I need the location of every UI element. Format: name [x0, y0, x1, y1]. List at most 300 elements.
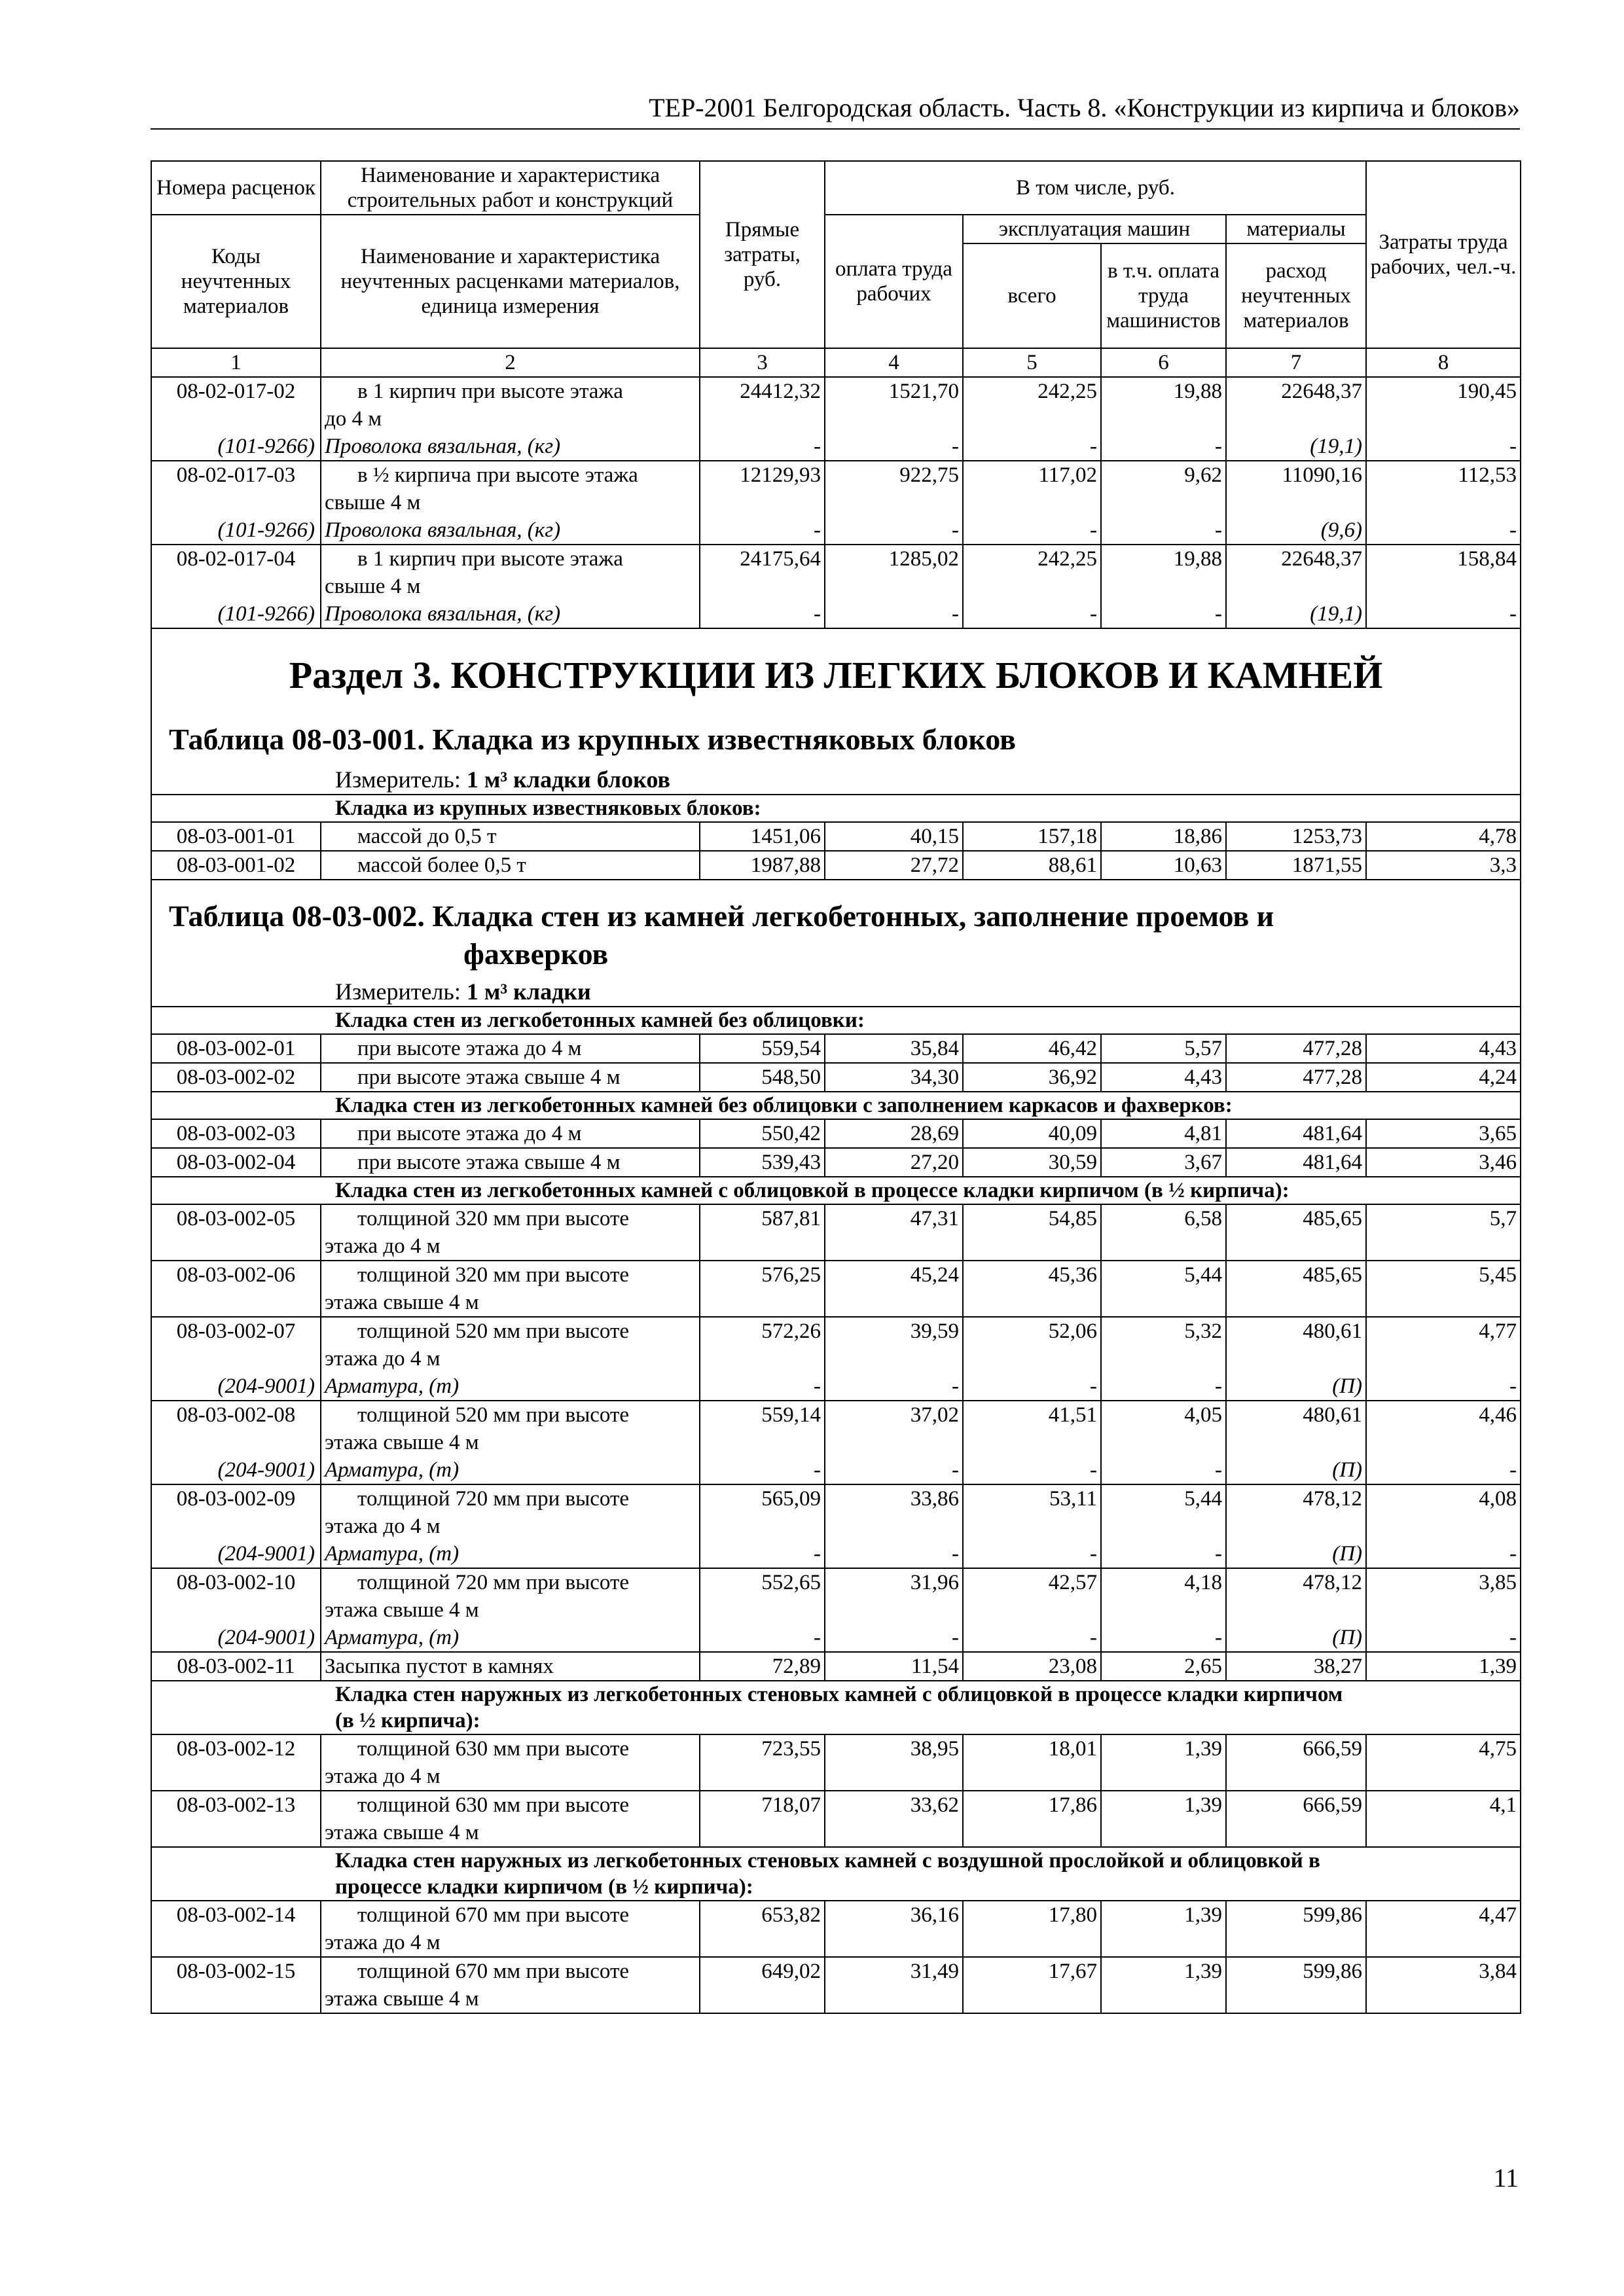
material-value: -	[1366, 1456, 1521, 1484]
work-name-line1: толщиной 720 мм при высоте	[357, 1571, 630, 1594]
machines-total: 54,85	[963, 1204, 1101, 1261]
materials: 481,64	[1226, 1119, 1366, 1148]
material-row	[151, 600, 1521, 628]
machines-operators: 3,67	[1101, 1148, 1226, 1177]
group-title-row	[151, 795, 1521, 822]
materials: 666,59	[1226, 1734, 1366, 1791]
work-name-line1: толщиной 630 мм при высоте	[357, 1737, 630, 1761]
material-value: -	[1366, 600, 1521, 628]
machines-total: 30,59	[963, 1148, 1101, 1177]
rate-code: 08-03-002-08	[151, 1401, 321, 1456]
work-name-line2: этажа свыше 4 м	[325, 1987, 479, 2011]
group-title-row	[151, 1007, 1521, 1034]
material-value: -	[700, 433, 825, 461]
rate-code: 08-03-002-14	[151, 1901, 321, 1957]
rate-code: 08-02-017-04	[151, 545, 321, 600]
materials: 666,59	[1226, 1791, 1366, 1847]
col-material-names: Наименование и характеристика неучтенных расценками материалов, единица измерения	[321, 215, 700, 348]
rate-code: 08-03-002-05	[151, 1204, 321, 1261]
material-value: -	[700, 1372, 825, 1401]
table-row	[151, 1317, 1521, 1372]
material-code: (101-9266)	[151, 433, 321, 461]
group-title-line2: (в ½ кирпича):	[335, 1709, 480, 1732]
section-banner-row	[151, 628, 1521, 795]
labor-pay: 31,96	[825, 1568, 963, 1624]
material-name: Арматура, (т)	[321, 1540, 700, 1568]
labor-cost: 4,08	[1366, 1484, 1521, 1540]
work-name-line2: этажа свыше 4 м	[325, 1598, 479, 1622]
rate-code: 08-03-002-15	[151, 1957, 321, 2013]
labor-cost: 4,77	[1366, 1317, 1521, 1372]
col-material-codes: Коды неучтенных материалов	[151, 215, 321, 348]
group-title-row	[151, 1177, 1521, 1204]
material-consumption: (П)	[1226, 1624, 1366, 1652]
material-value: -	[825, 433, 963, 461]
col-labor-pay: оплата труда рабочих	[825, 215, 963, 348]
work-name	[321, 545, 700, 600]
direct-costs: 653,82	[700, 1901, 825, 1957]
table-header	[151, 161, 1521, 377]
meter-value: 1 м³ кладки блоков	[466, 766, 670, 793]
material-value: -	[700, 1540, 825, 1568]
material-value: -	[825, 1540, 963, 1568]
group-title-line1: Кладка стен наружных из легкобетонных стеновых камней с воздушной прослойкой и облицовкой в	[335, 1849, 1320, 1873]
table-row	[151, 851, 1521, 880]
work-name-line2: свыше 4 м	[325, 575, 421, 598]
table-row	[151, 1148, 1521, 1177]
work-name-line1: массой до 0,5 т	[357, 825, 497, 848]
table-row	[151, 822, 1521, 851]
table-row	[151, 1204, 1521, 1261]
machines-total: 42,57	[963, 1568, 1101, 1624]
labor-cost: 4,24	[1366, 1063, 1521, 1092]
rate-code: 08-03-002-03	[151, 1119, 321, 1148]
materials: 38,27	[1226, 1652, 1366, 1681]
labor-pay: 1285,02	[825, 545, 963, 600]
work-name-line1: толщиной 320 мм при высоте	[357, 1263, 630, 1287]
table-row	[151, 1261, 1521, 1317]
material-row	[151, 1540, 1521, 1568]
labor-pay: 1521,70	[825, 377, 963, 433]
work-name-line1: при высоте этажа свыше 4 м	[357, 1151, 621, 1174]
machines-total: 17,80	[963, 1901, 1101, 1957]
rate-code: 08-03-002-12	[151, 1734, 321, 1791]
work-name	[321, 1791, 700, 1847]
rate-code: 08-03-002-02	[151, 1063, 321, 1092]
material-consumption: (9,6)	[1226, 516, 1366, 545]
machines-total: 40,09	[963, 1119, 1101, 1148]
machines-operators: 5,44	[1101, 1261, 1226, 1317]
col-work-name: Наименование и характеристика строительных работ и конструкций	[321, 161, 700, 215]
rate-code: 08-03-002-01	[151, 1034, 321, 1063]
labor-cost: 4,75	[1366, 1734, 1521, 1791]
work-name	[321, 1063, 700, 1092]
labor-cost: 112,53	[1366, 461, 1521, 516]
work-name-line2: этажа свыше 4 м	[325, 1291, 479, 1314]
material-value: -	[825, 1372, 963, 1401]
column-numbers-row	[151, 348, 1521, 377]
group-title	[151, 1681, 1521, 1734]
table-title-line2: фахверков	[463, 937, 609, 971]
rate-code: 08-03-001-02	[151, 851, 321, 880]
labor-pay: 38,95	[825, 1734, 963, 1791]
table-row	[151, 545, 1521, 600]
rate-code: 08-03-002-09	[151, 1484, 321, 1540]
material-value: -	[963, 1372, 1101, 1401]
machines-operators: 1,39	[1101, 1791, 1226, 1847]
materials: 1253,73	[1226, 822, 1366, 851]
material-row	[151, 433, 1521, 461]
labor-pay: 27,72	[825, 851, 963, 880]
labor-pay: 34,30	[825, 1063, 963, 1092]
group-title: Кладка стен из легкобетонных камней без облицовки с заполнением каркасов и фахверков:	[151, 1092, 1521, 1119]
work-name-line1: толщиной 320 мм при высоте	[357, 1207, 630, 1230]
work-name	[321, 1034, 700, 1063]
material-consumption: (П)	[1226, 1372, 1366, 1401]
material-code: (204-9001)	[151, 1456, 321, 1484]
machines-total: 41,51	[963, 1401, 1101, 1456]
material-code: (101-9266)	[151, 516, 321, 545]
direct-costs: 587,81	[700, 1204, 825, 1261]
labor-cost: 4,1	[1366, 1791, 1521, 1847]
machines-operators: 10,63	[1101, 851, 1226, 880]
table-row	[151, 1063, 1521, 1092]
work-name-line2: этажа свыше 4 м	[325, 1821, 479, 1844]
material-name: Арматура, (т)	[321, 1372, 700, 1401]
material-value: -	[1366, 1624, 1521, 1652]
material-value: -	[700, 1456, 825, 1484]
machines-total: 17,67	[963, 1957, 1101, 2013]
direct-costs: 572,26	[700, 1317, 825, 1372]
section-title: Раздел 3. КОНСТРУКЦИИ ИЗ ЛЕГКИХ БЛОКОВ И КАМНЕЙ	[289, 654, 1383, 696]
materials: 485,65	[1226, 1261, 1366, 1317]
work-name	[321, 1734, 700, 1791]
material-name: Проволока вязальная, (кг)	[321, 433, 700, 461]
labor-cost: 3,84	[1366, 1957, 1521, 2013]
table-row	[151, 1034, 1521, 1063]
material-name: Проволока вязальная, (кг)	[321, 516, 700, 545]
machines-total: 157,18	[963, 822, 1101, 851]
rate-code: 08-03-002-07	[151, 1317, 321, 1372]
table-row	[151, 1957, 1521, 2013]
material-value: -	[1366, 433, 1521, 461]
labor-cost: 158,84	[1366, 545, 1521, 600]
table-row	[151, 1652, 1521, 1681]
work-name	[321, 1957, 700, 2013]
work-name-line2: этажа до 4 м	[325, 1347, 441, 1371]
labor-cost: 4,78	[1366, 822, 1521, 851]
work-name-line1: толщиной 670 мм при высоте	[357, 1903, 630, 1927]
material-code: (204-9001)	[151, 1540, 321, 1568]
material-value: -	[1101, 1624, 1226, 1652]
machines-total: 17,86	[963, 1791, 1101, 1847]
work-name-line1: толщиной 630 мм при высоте	[357, 1793, 630, 1817]
work-name-line1: при высоте этажа до 4 м	[357, 1122, 582, 1145]
rate-code: 08-03-002-06	[151, 1261, 321, 1317]
machines-operators: 4,43	[1101, 1063, 1226, 1092]
work-name-line2: этажа до 4 м	[325, 1515, 441, 1538]
group-title: Кладка из крупных известняковых блоков:	[151, 795, 1521, 822]
work-name	[321, 1204, 700, 1261]
work-name-line1: при высоте этажа свыше 4 м	[357, 1066, 621, 1089]
material-value: -	[1101, 516, 1226, 545]
work-name-line1: толщиной 520 мм при высоте	[357, 1319, 630, 1343]
material-value: -	[825, 516, 963, 545]
material-value: -	[825, 600, 963, 628]
group-title	[151, 1847, 1521, 1901]
machines-operators: 6,58	[1101, 1204, 1226, 1261]
work-name-line2: до 4 м	[325, 407, 382, 431]
column-number: 1	[151, 348, 321, 377]
material-value: -	[1366, 1540, 1521, 1568]
table-row	[151, 1734, 1521, 1791]
material-row	[151, 1456, 1521, 1484]
material-value: -	[963, 516, 1101, 545]
material-code: (204-9001)	[151, 1624, 321, 1652]
labor-pay: 36,16	[825, 1901, 963, 1957]
table-title: Таблица 08-03-001. Кладка из крупных известняковых блоков	[169, 723, 1016, 756]
table-row	[151, 1401, 1521, 1456]
column-number: 8	[1366, 348, 1521, 377]
materials: 481,64	[1226, 1148, 1366, 1177]
machines-operators: 5,44	[1101, 1484, 1226, 1540]
direct-costs: 539,43	[700, 1148, 825, 1177]
table-row	[151, 1901, 1521, 1957]
machines-total: 53,11	[963, 1484, 1101, 1540]
work-name	[321, 1261, 700, 1317]
labor-pay: 11,54	[825, 1652, 963, 1681]
price-table	[151, 160, 1521, 2014]
machines-operators: 4,05	[1101, 1401, 1226, 1456]
machines-operators: 4,18	[1101, 1568, 1226, 1624]
material-name: Проволока вязальная, (кг)	[321, 600, 700, 628]
labor-pay: 39,59	[825, 1317, 963, 1372]
machines-total: 88,61	[963, 851, 1101, 880]
col-materials: материалы	[1226, 215, 1366, 243]
work-name-line1: толщиной 720 мм при высоте	[357, 1487, 630, 1511]
work-name-line1: в 1 кирпич при высоте этажа	[357, 380, 623, 403]
direct-costs: 12129,93	[700, 461, 825, 516]
materials: 478,12	[1226, 1568, 1366, 1624]
column-number: 4	[825, 348, 963, 377]
labor-pay: 35,84	[825, 1034, 963, 1063]
work-name-line1: в 1 кирпич при высоте этажа	[357, 547, 623, 571]
col-machines: эксплуатация машин	[963, 215, 1226, 243]
machines-operators: 2,65	[1101, 1652, 1226, 1681]
materials: 22648,37	[1226, 545, 1366, 600]
material-code: (204-9001)	[151, 1372, 321, 1401]
rate-code: 08-03-002-13	[151, 1791, 321, 1847]
machines-operators: 19,88	[1101, 377, 1226, 433]
direct-costs: 718,07	[700, 1791, 825, 1847]
meter-label: Измеритель:	[335, 766, 461, 793]
material-value: -	[1101, 600, 1226, 628]
material-value: -	[825, 1456, 963, 1484]
labor-cost: 3,85	[1366, 1568, 1521, 1624]
work-name	[321, 377, 700, 433]
direct-costs: 552,65	[700, 1568, 825, 1624]
work-name-line2: этажа до 4 м	[325, 1765, 441, 1788]
work-name-line2: этажа до 4 м	[325, 1234, 441, 1258]
table-row	[151, 1119, 1521, 1148]
page-number: 11	[1493, 2163, 1519, 2193]
labor-pay: 47,31	[825, 1204, 963, 1261]
direct-costs: 1451,06	[700, 822, 825, 851]
machines-total: 23,08	[963, 1652, 1101, 1681]
work-name	[321, 1148, 700, 1177]
machines-operators: 1,39	[1101, 1734, 1226, 1791]
labor-pay: 33,62	[825, 1791, 963, 1847]
work-name	[321, 1317, 700, 1372]
labor-pay: 45,24	[825, 1261, 963, 1317]
machines-operators: 1,39	[1101, 1901, 1226, 1957]
labor-cost: 5,45	[1366, 1261, 1521, 1317]
material-value: -	[1366, 516, 1521, 545]
work-name-line1: толщиной 520 мм при высоте	[357, 1403, 630, 1427]
table-title	[152, 880, 1520, 973]
work-name	[321, 1119, 700, 1148]
work-name-line1: при высоте этажа до 4 м	[357, 1037, 582, 1060]
column-number: 7	[1226, 348, 1366, 377]
labor-cost: 190,45	[1366, 377, 1521, 433]
work-name-line1: в ½ кирпича при высоте этажа	[357, 463, 638, 487]
material-value: -	[963, 1540, 1101, 1568]
col-machines-operators: в т.ч. оплата труда машинистов	[1101, 243, 1226, 348]
material-value: -	[1101, 1456, 1226, 1484]
column-number: 3	[700, 348, 825, 377]
meter-label: Измеритель:	[335, 978, 461, 1005]
labor-pay: 40,15	[825, 822, 963, 851]
work-name	[321, 822, 700, 851]
machines-operators: 5,32	[1101, 1317, 1226, 1372]
work-name	[321, 1401, 700, 1456]
direct-costs: 576,25	[700, 1261, 825, 1317]
materials: 477,28	[1226, 1034, 1366, 1063]
direct-costs: 548,50	[700, 1063, 825, 1092]
header-rule	[151, 128, 1520, 130]
labor-cost: 5,7	[1366, 1204, 1521, 1261]
group-title-line2: процессе кладки кирпичом (в ½ кирпича):	[335, 1875, 753, 1899]
direct-costs: 550,42	[700, 1119, 825, 1148]
meter-value: 1 м³ кладки	[466, 978, 591, 1005]
machines-total: 46,42	[963, 1034, 1101, 1063]
material-consumption: (П)	[1226, 1456, 1366, 1484]
col-direct-costs: Прямые затраты, руб.	[700, 161, 825, 348]
machines-total: 52,06	[963, 1317, 1101, 1372]
rate-code: 08-03-002-04	[151, 1148, 321, 1177]
direct-costs: 24175,64	[700, 545, 825, 600]
section-2-tail	[151, 377, 1521, 2013]
work-name	[321, 1568, 700, 1624]
material-consumption: (19,1)	[1226, 433, 1366, 461]
table-row	[151, 1568, 1521, 1624]
labor-pay: 31,49	[825, 1957, 963, 2013]
group-title-line1: Кладка стен наружных из легкобетонных стеновых камней с облицовкой в процессе кладки кирпичом	[335, 1683, 1343, 1706]
table-row	[151, 377, 1521, 433]
rate-code: 08-03-001-01	[151, 822, 321, 851]
table-title-line1: Таблица 08-03-002. Кладка стен из камней легкобетонных, заполнение проемов и	[169, 899, 1274, 933]
rate-code: 08-03-002-11	[151, 1652, 321, 1681]
materials: 485,65	[1226, 1204, 1366, 1261]
direct-costs: 1987,88	[700, 851, 825, 880]
material-row	[151, 516, 1521, 545]
machines-operators: 9,62	[1101, 461, 1226, 516]
work-name-line2: этажа свыше 4 м	[325, 1431, 479, 1454]
work-name-line2: этажа до 4 м	[325, 1931, 441, 1954]
material-value: -	[700, 600, 825, 628]
direct-costs: 723,55	[700, 1734, 825, 1791]
col-machines-total: всего	[963, 243, 1101, 348]
column-number: 5	[963, 348, 1101, 377]
materials: 1871,55	[1226, 851, 1366, 880]
material-value: -	[1101, 433, 1226, 461]
labor-cost: 3,3	[1366, 851, 1521, 880]
work-name-line1: толщиной 670 мм при высоте	[357, 1960, 630, 1983]
labor-cost: 3,46	[1366, 1148, 1521, 1177]
labor-cost: 3,65	[1366, 1119, 1521, 1148]
direct-costs: 559,54	[700, 1034, 825, 1063]
material-value: -	[700, 516, 825, 545]
work-name	[321, 851, 700, 880]
material-value: -	[963, 1456, 1101, 1484]
materials: 599,86	[1226, 1901, 1366, 1957]
direct-costs: 24412,32	[700, 377, 825, 433]
table-banner-row	[151, 880, 1521, 1007]
material-name: Арматура, (т)	[321, 1456, 700, 1484]
column-number: 2	[321, 348, 700, 377]
materials: 599,86	[1226, 1957, 1366, 2013]
work-name-line2: свыше 4 м	[325, 491, 421, 514]
labor-pay: 28,69	[825, 1119, 963, 1148]
material-name: Арматура, (т)	[321, 1624, 700, 1652]
material-consumption: (19,1)	[1226, 600, 1366, 628]
materials: 477,28	[1226, 1063, 1366, 1092]
materials: 480,61	[1226, 1401, 1366, 1456]
labor-cost: 4,43	[1366, 1034, 1521, 1063]
group-title: Кладка стен из легкобетонных камней с облицовкой в процессе кладки кирпичом (в ½ кирпича):	[151, 1177, 1521, 1204]
group-title-row	[151, 1681, 1521, 1734]
material-row	[151, 1372, 1521, 1401]
materials: 478,12	[1226, 1484, 1366, 1540]
table-row	[151, 1484, 1521, 1540]
direct-costs: 72,89	[700, 1652, 825, 1681]
machines-operators: 5,57	[1101, 1034, 1226, 1063]
machines-operators: 4,81	[1101, 1119, 1226, 1148]
materials: 22648,37	[1226, 377, 1366, 433]
col-labor-cost: Затраты труда рабочих, чел.-ч.	[1366, 161, 1521, 348]
group-title-row	[151, 1847, 1521, 1901]
col-materials-unaccounted: расход неучтенных материалов	[1226, 243, 1366, 348]
machines-operators: 19,88	[1101, 545, 1226, 600]
labor-pay: 922,75	[825, 461, 963, 516]
column-number: 6	[1101, 348, 1226, 377]
table-meter	[152, 759, 1520, 794]
materials: 480,61	[1226, 1317, 1366, 1372]
work-name	[321, 1484, 700, 1540]
machines-total: 242,25	[963, 377, 1101, 433]
machines-total: 45,36	[963, 1261, 1101, 1317]
table-row	[151, 461, 1521, 516]
work-name: Засыпка пустот в камнях	[321, 1652, 700, 1681]
col-including: В том числе, руб.	[825, 161, 1366, 215]
direct-costs: 559,14	[700, 1401, 825, 1456]
machines-operators: 18,86	[1101, 822, 1226, 851]
work-name	[321, 461, 700, 516]
machines-total: 117,02	[963, 461, 1101, 516]
table-row	[151, 1791, 1521, 1847]
materials: 11090,16	[1226, 461, 1366, 516]
material-value: -	[963, 1624, 1101, 1652]
